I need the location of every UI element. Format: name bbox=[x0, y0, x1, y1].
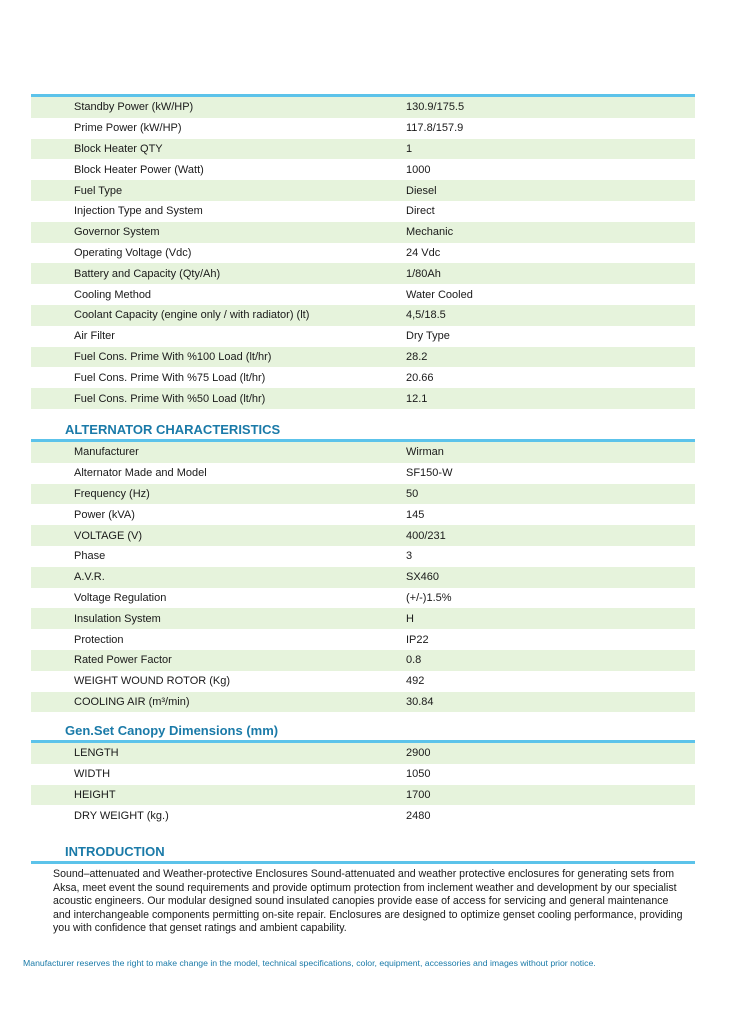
table-row bbox=[31, 201, 695, 222]
spec-value: H bbox=[406, 612, 414, 625]
table-row bbox=[31, 367, 695, 388]
table-row bbox=[31, 159, 695, 180]
introduction-section bbox=[31, 843, 695, 864]
spec-label: Block Heater Power (Watt) bbox=[74, 163, 204, 176]
table-row bbox=[31, 222, 695, 243]
spec-label: Power (kVA) bbox=[74, 508, 135, 521]
spec-value: 24 Vdc bbox=[406, 246, 441, 259]
spec-value: SX460 bbox=[406, 571, 440, 584]
table-row bbox=[31, 326, 695, 347]
spec-label: Protection bbox=[74, 633, 124, 646]
alternator-section bbox=[31, 421, 695, 712]
spec-label: Operating Voltage (Vdc) bbox=[74, 246, 192, 259]
spec-label: Air Filter bbox=[74, 330, 115, 343]
table-row bbox=[31, 764, 695, 785]
spec-label: VOLTAGE (V) bbox=[74, 529, 143, 542]
canopy-title: Gen.Set Canopy Dimensions (mm) bbox=[65, 723, 279, 738]
spec-value: Dry Type bbox=[406, 330, 450, 343]
spec-label: Rated Power Factor bbox=[74, 654, 172, 667]
spec-label: DRY WEIGHT (kg.) bbox=[74, 809, 169, 822]
alternator-title: ALTERNATOR CHARACTERISTICS bbox=[65, 422, 281, 437]
spec-label: Cooling Method bbox=[74, 288, 152, 301]
spec-label: Coolant Capacity (engine only / with radiator) (lt) bbox=[74, 309, 310, 322]
table-row bbox=[31, 284, 695, 305]
spec-value: 2900 bbox=[406, 747, 431, 760]
spec-value: (+/-)1.5% bbox=[406, 591, 452, 604]
table-row bbox=[31, 629, 695, 650]
table-row bbox=[31, 97, 695, 118]
table-row bbox=[31, 388, 695, 409]
canopy-section bbox=[31, 722, 695, 826]
spec-label: Battery and Capacity (Qty/Ah) bbox=[74, 267, 221, 280]
table-row bbox=[31, 263, 695, 284]
spec-label: Voltage Regulation bbox=[74, 591, 167, 604]
spec-label: Governor System bbox=[74, 226, 160, 239]
spec-value: Wirman bbox=[406, 446, 444, 459]
table-row bbox=[31, 118, 695, 139]
introduction-title: INTRODUCTION bbox=[65, 844, 165, 859]
spec-label: Fuel Cons. Prime With %50 Load (lt/hr) bbox=[74, 392, 266, 405]
table-row bbox=[31, 671, 695, 692]
table-row bbox=[31, 805, 695, 826]
table-row bbox=[31, 347, 695, 368]
table-row bbox=[31, 567, 695, 588]
spec-label: WEIGHT WOUND ROTOR (Kg) bbox=[74, 675, 231, 688]
table-row bbox=[31, 463, 695, 484]
spec-label: Prime Power (kW/HP) bbox=[74, 122, 182, 135]
spec-value: 492 bbox=[406, 675, 425, 688]
spec-value: Diesel bbox=[406, 184, 437, 197]
spec-label: Standby Power (kW/HP) bbox=[74, 101, 194, 114]
engine-section bbox=[31, 94, 695, 409]
spec-label: Fuel Cons. Prime With %100 Load (lt/hr) bbox=[74, 350, 272, 363]
table-row bbox=[31, 504, 695, 525]
alternator-table bbox=[31, 442, 695, 712]
spec-value: Direct bbox=[406, 205, 435, 218]
introduction-text: Sound–attenuated and Weather-protective Enclosures Sound-attenuated and weather protective enclosures for generating sets from Aksa, meet event the sound requirements and provide optimum protection from inclement weather and development by our specialist acoustic engineers. Our modular designed sound insulated canopies provide ease of access for servicing and general maintenance and interchangeable components permitting on-site repair. Enclosures are designed to optimize genset cooling performance, providing you with confidence that genset ratings and ambient capability. bbox=[53, 868, 683, 934]
spec-value: Mechanic bbox=[406, 226, 454, 239]
spec-label: HEIGHT bbox=[74, 788, 116, 801]
spec-value: 28.2 bbox=[406, 350, 428, 363]
spec-value: 1/80Ah bbox=[406, 267, 441, 280]
table-row bbox=[31, 785, 695, 806]
spec-value: 0.8 bbox=[406, 654, 422, 667]
spec-value: 30.84 bbox=[406, 695, 434, 708]
spec-label: Frequency (Hz) bbox=[74, 487, 150, 500]
table-row bbox=[31, 692, 695, 713]
table-row bbox=[31, 305, 695, 326]
table-row bbox=[31, 650, 695, 671]
spec-label: Fuel Type bbox=[74, 184, 123, 197]
spec-label: Alternator Made and Model bbox=[74, 467, 207, 480]
table-row bbox=[31, 243, 695, 264]
spec-label: Injection Type and System bbox=[74, 205, 203, 218]
spec-value: Water Cooled bbox=[406, 288, 473, 301]
spec-label: Fuel Cons. Prime With %75 Load (lt/hr) bbox=[74, 371, 266, 384]
spec-label: COOLING AIR (m³/min) bbox=[74, 695, 190, 708]
engine-table bbox=[31, 97, 695, 409]
spec-label: Phase bbox=[74, 550, 106, 563]
footer-disclaimer: Manufacturer reserves the right to make change in the model, technical specifications, color, equipment, accessories and images without prior notice. bbox=[23, 958, 596, 968]
spec-value: 1050 bbox=[406, 768, 431, 781]
spec-value: 1000 bbox=[406, 163, 431, 176]
spec-value: 2480 bbox=[406, 809, 431, 822]
spec-value: 4,5/18.5 bbox=[406, 309, 446, 322]
spec-value: 50 bbox=[406, 487, 419, 500]
spec-value: 145 bbox=[406, 508, 425, 521]
table-row bbox=[31, 484, 695, 505]
table-row bbox=[31, 139, 695, 160]
spec-value: 3 bbox=[406, 550, 413, 563]
spec-value: 20.66 bbox=[406, 371, 434, 384]
spec-label: LENGTH bbox=[74, 747, 119, 760]
spec-value: 1 bbox=[406, 142, 413, 155]
table-row bbox=[31, 525, 695, 546]
spec-value: SF150-W bbox=[406, 467, 453, 480]
table-row bbox=[31, 743, 695, 764]
spec-value: 12.1 bbox=[406, 392, 428, 405]
spec-value: 400/231 bbox=[406, 529, 446, 542]
spec-value: 130.9/175.5 bbox=[406, 101, 465, 114]
spec-label: Insulation System bbox=[74, 612, 161, 625]
table-row bbox=[31, 546, 695, 567]
spec-value: IP22 bbox=[406, 633, 429, 646]
spec-label: WIDTH bbox=[74, 768, 111, 781]
spec-label: Block Heater QTY bbox=[74, 142, 163, 155]
spec-label: A.V.R. bbox=[74, 571, 105, 584]
spec-value: 1700 bbox=[406, 788, 431, 801]
spec-label: Manufacturer bbox=[74, 446, 139, 459]
table-row bbox=[31, 180, 695, 201]
spec-value: 117.8/157.9 bbox=[406, 122, 464, 135]
table-row bbox=[31, 442, 695, 463]
table-row bbox=[31, 588, 695, 609]
section-rule bbox=[31, 861, 695, 864]
table-row bbox=[31, 608, 695, 629]
canopy-table bbox=[31, 743, 695, 826]
